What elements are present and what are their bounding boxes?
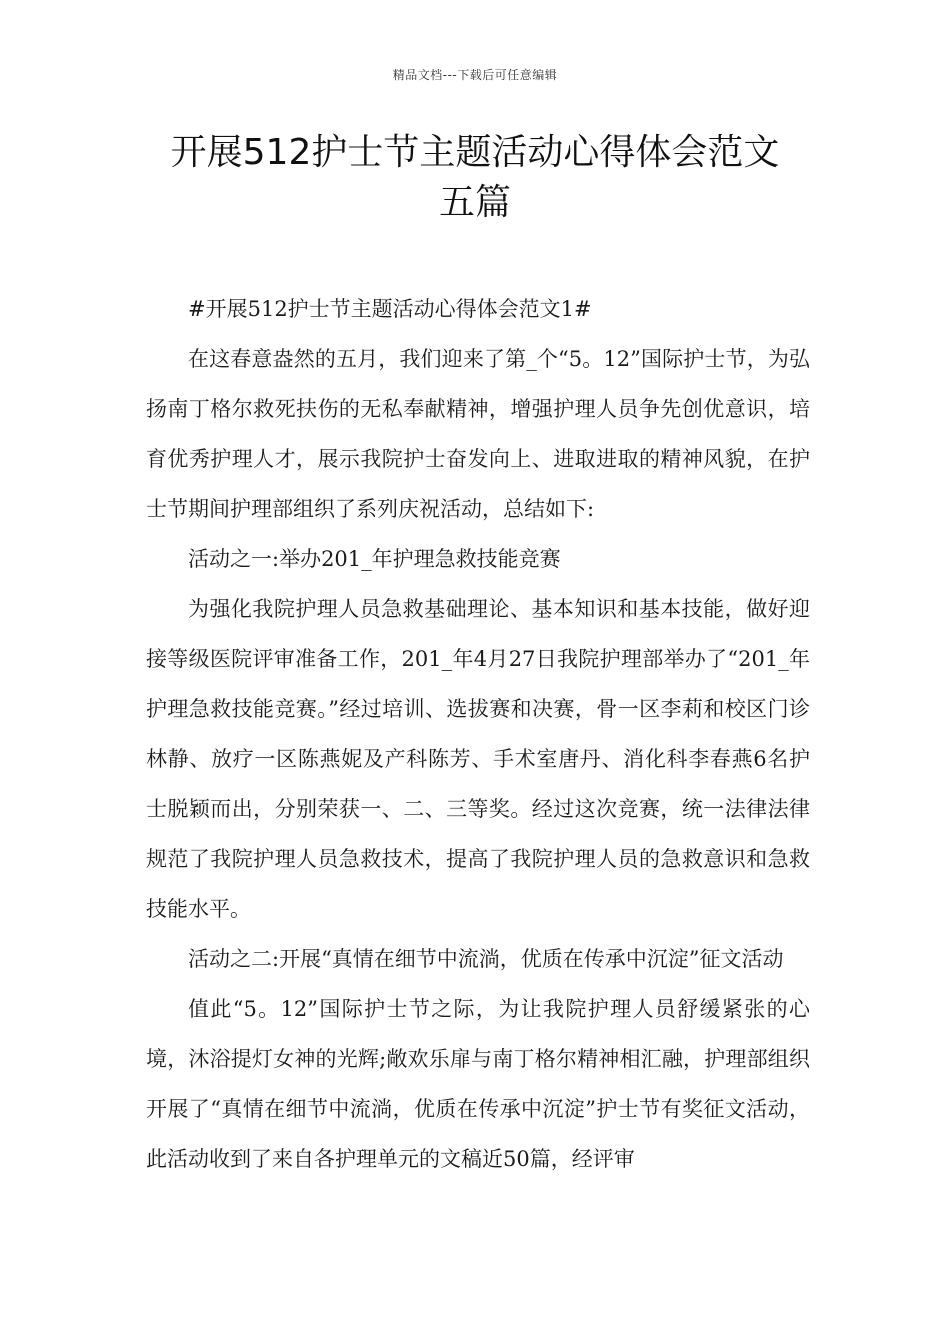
body-paragraph: 值此“5。12”国际护士节之际，为让我院护理人员舒缓紧张的心境，沐浴提灯女神的光辉;敞欢乐扉与南丁格尔精神相汇融，护理部组织开展了“真情在细节中流淌，优质在传承中沉淀”护士节有奖征文活动，此活动收到了来自各护理单元的文稿近50篇，经评审 bbox=[146, 997, 810, 1171]
body-paragraph: 为强化我院护理人员急救基础理论、基本知识和基本技能，做好迎接等级医院评审准备工作，201_年4月27日我院护理部举办了“201_年护理急救技能竞赛。”经过培训、选拔赛和决赛，骨一区李莉和校区门诊林静、放疗一区陈燕妮及产科陈芳、手术室唐丹、消化科李春燕6名护士脱颖而出，分别荣获一、二、三等奖。经过这次竞赛，统一法律法律规范了我院护理人员急救技术，提高了我院护理人员的急救意识和急救技能水平。 bbox=[146, 597, 810, 921]
title-line-2: 五篇 bbox=[438, 182, 511, 223]
activity-heading: 活动之一:举办201_年护理急救技能竞赛 bbox=[188, 547, 561, 571]
section-heading: #开展512护士节主题活动心得体会范文1# bbox=[188, 297, 592, 321]
document-body bbox=[146, 284, 810, 1184]
document-title bbox=[120, 128, 830, 228]
body-paragraph: 在这春意盎然的五月，我们迎来了第_个“5。12”国际护士节，为弘扬南丁格尔救死扶伤的无私奉献精神，增强护理人员争先创优意识，培育优秀护理人才，展示我院护士奋发向上、进取进取的精神风貌，在护士节期间护理部组织了系列庆祝活动，总结如下: bbox=[146, 347, 810, 521]
header-note: 精品文档---下载后可任意编辑 bbox=[392, 68, 558, 82]
activity-heading: 活动之二:开展“真情在细节中流淌，优质在传承中沉淀”征文活动 bbox=[188, 947, 784, 971]
title-line-1: 开展512护士节主题活动心得体会范文 bbox=[170, 132, 780, 173]
